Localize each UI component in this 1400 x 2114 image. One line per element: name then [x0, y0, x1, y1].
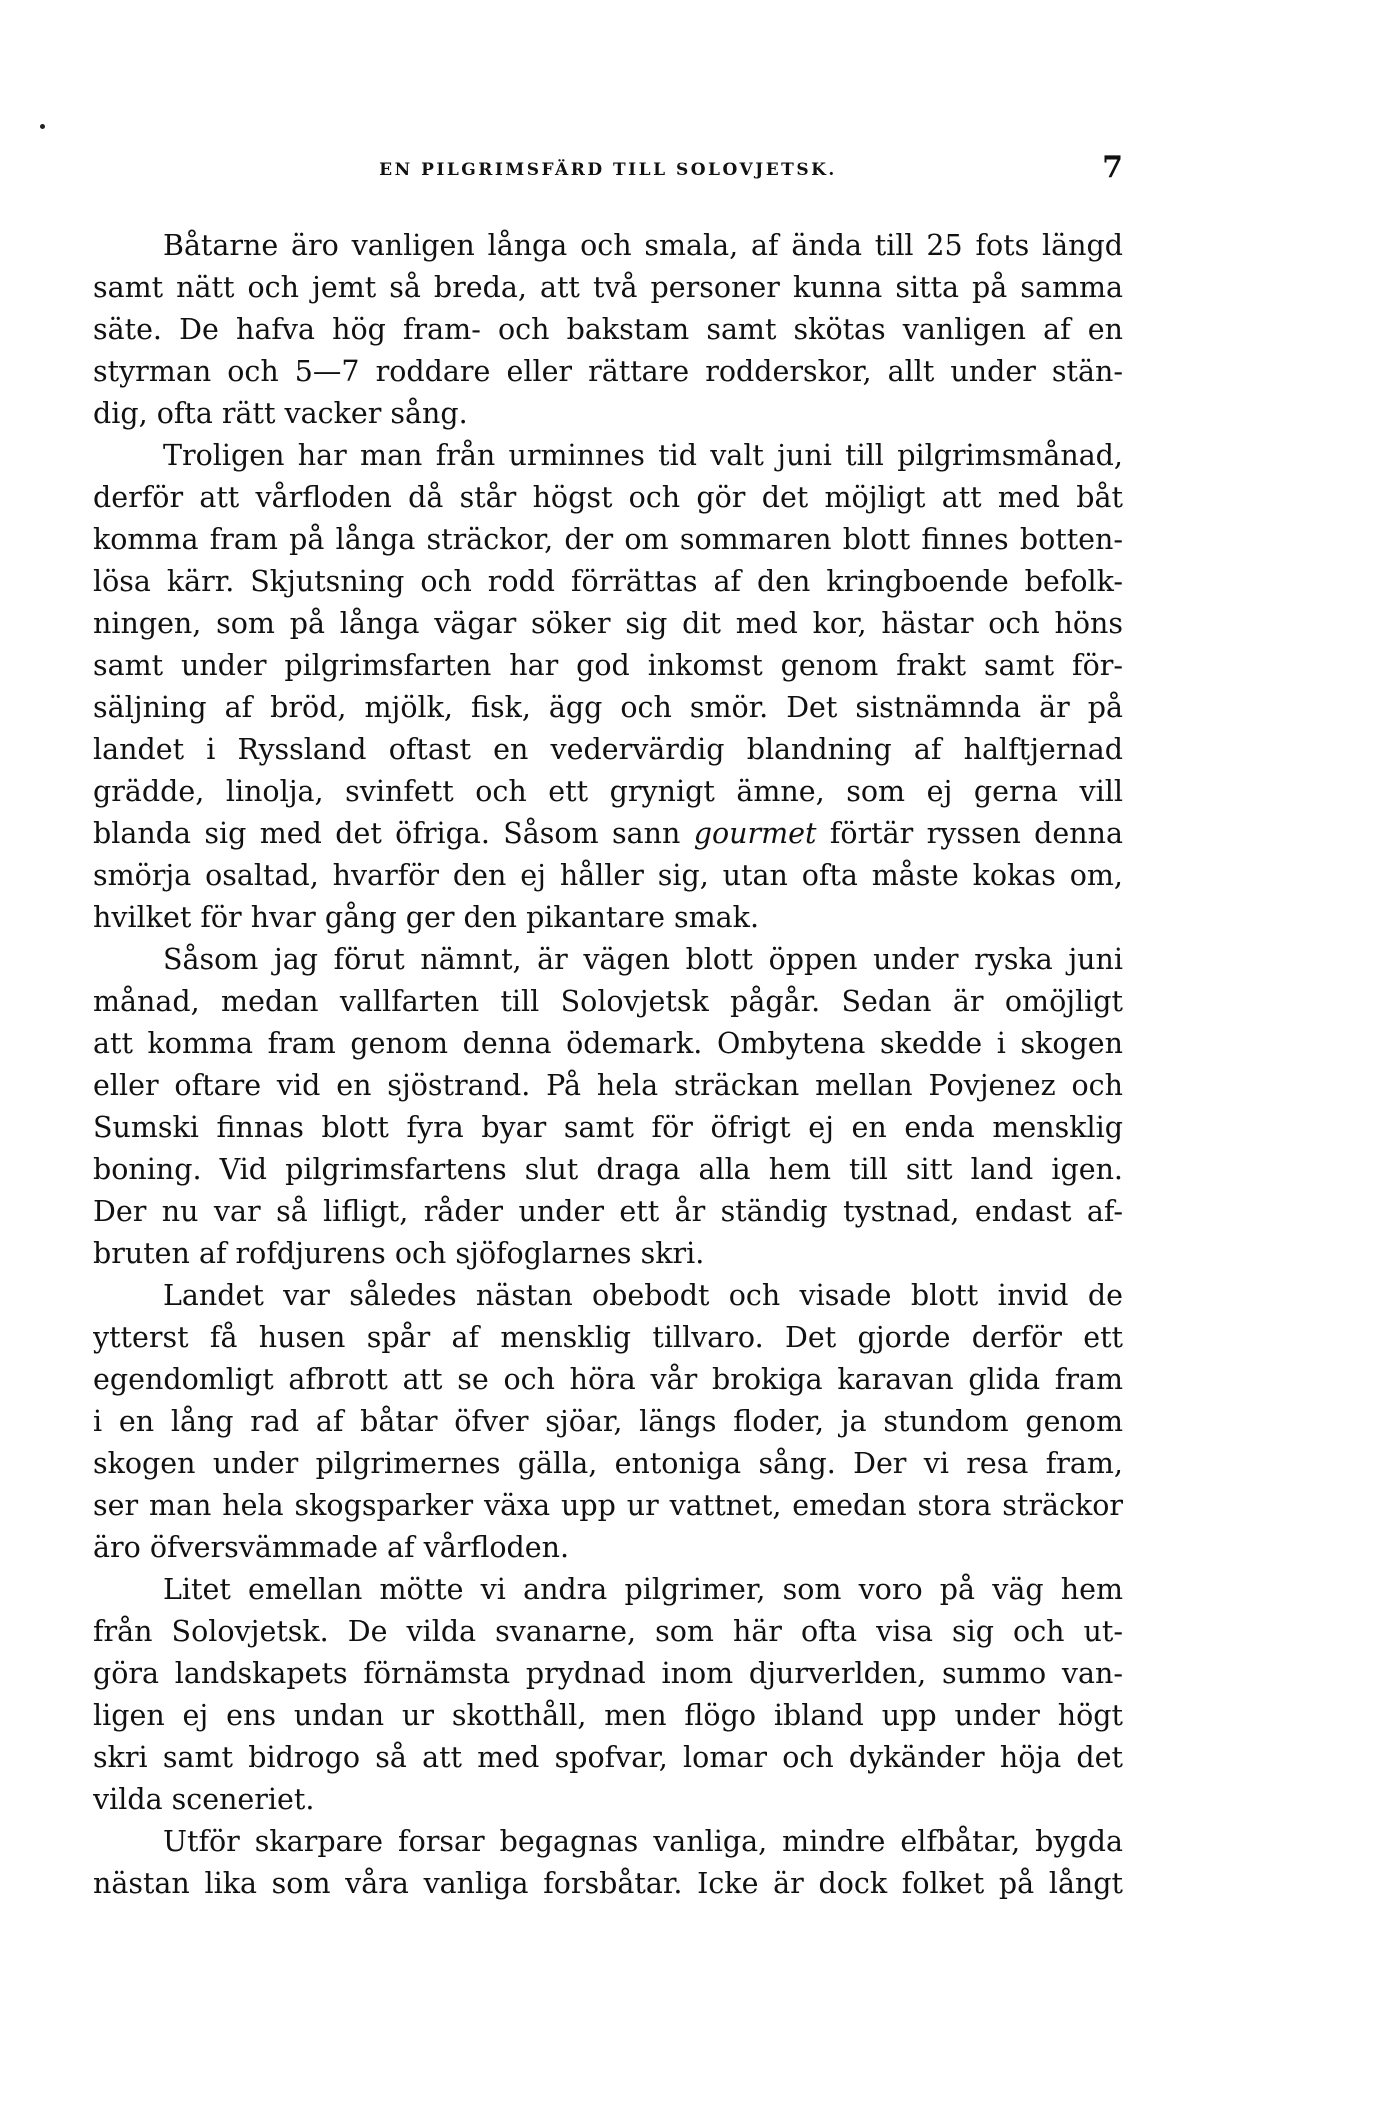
- paragraph: [93, 225, 1123, 435]
- text-line: Såsom jag förut nämnt, är vägen blott öppen under ryska juni: [163, 943, 1123, 976]
- paragraph: [93, 1275, 1123, 1569]
- text-line: säljning af bröd, mjölk, fisk, ägg och smör. Det sistnämnda är på: [93, 691, 1123, 724]
- paragraph: [93, 1569, 1123, 1821]
- text-line: eller oftare vid en sjöstrand. På hela sträckan mellan Povjenez och: [93, 1069, 1123, 1102]
- text-line: ser man hela skogsparker växa upp ur vattnet, emedan stora sträckor: [93, 1489, 1123, 1522]
- text-line: att komma fram genom denna ödemark. Ombytena skedde i skogen: [93, 1027, 1123, 1060]
- text-line: hvilket för hvar gång ger den pikantare smak.: [93, 901, 760, 934]
- text-line: dig, ofta rätt vacker sång.: [93, 397, 468, 430]
- text-line: göra landskapets förnämsta prydnad inom djurverlden, summo van-: [93, 1657, 1123, 1690]
- paragraph: [93, 939, 1123, 1275]
- text-line: boning. Vid pilgrimsfartens slut draga alla hem till sitt land igen.: [93, 1153, 1123, 1186]
- stray-ink-mark: [40, 124, 45, 129]
- text-line: ligen ej ens undan ur skotthåll, men flögo ibland upp under högt: [93, 1699, 1123, 1732]
- text-line: Sumski finnas blott fyra byar samt för öfrigt ej en enda mensklig: [93, 1111, 1123, 1144]
- text-line: samt under pilgrimsfarten har god inkomst genom frakt samt för-: [93, 649, 1123, 682]
- text-line: smörja osaltad, hvarför den ej håller sig, utan ofta måste kokas om,: [93, 859, 1123, 892]
- text-line: vilda sceneriet.: [93, 1783, 315, 1816]
- text-line: derför att vårfloden då står högst och gör det möjligt att med båt: [93, 481, 1123, 514]
- text-line: skri samt bidrogo så att med spofvar, lomar och dykänder höja det: [93, 1741, 1123, 1774]
- text-line: komma fram på långa sträckor, der om sommaren blott finnes botten-: [93, 523, 1123, 556]
- text-line: ningen, som på långa vägar söker sig dit med kor, hästar och höns: [93, 607, 1123, 640]
- text-line: månad, medan vallfarten till Solovjetsk pågår. Sedan är omöjligt: [93, 985, 1123, 1018]
- text-line: Utför skarpare forsar begagnas vanliga, mindre elfbåtar, bygda: [163, 1825, 1123, 1858]
- text-line: bruten af rofdjurens och sjöfoglarnes skri.: [93, 1237, 705, 1270]
- text-line: säte. De hafva hög fram- och bakstam samt skötas vanligen af en: [93, 313, 1123, 346]
- page-header: [93, 150, 1123, 200]
- running-head: EN PILGRIMSFÄRD TILL SOLOVJETSK.: [379, 160, 837, 180]
- text-line: Landet var således nästan obebodt och visade blott invid de: [163, 1279, 1123, 1312]
- text-line: styrman och 5—7 roddare eller rättare rodderskor, allt under stän-: [93, 355, 1123, 388]
- text-line: Troligen har man från urminnes tid valt juni till pilgrimsmånad,: [163, 439, 1123, 472]
- text-line: ytterst få husen spår af mensklig tillvaro. Det gjorde derför ett: [93, 1321, 1123, 1354]
- paragraph: [93, 435, 1123, 939]
- text-line: samt nätt och jemt så breda, att två personer kunna sitta på samma: [93, 271, 1123, 304]
- text-line: Der nu var så lifligt, råder under ett år ständig tystnad, endast af-: [93, 1195, 1123, 1228]
- text-line: Litet emellan mötte vi andra pilgrimer, som voro på väg hem: [163, 1573, 1123, 1606]
- text-line: egendomligt afbrott att se och höra vår brokiga karavan glida fram: [93, 1363, 1123, 1396]
- text-line: landet i Ryssland oftast en vedervärdig blandning af halftjernad: [93, 733, 1123, 766]
- text-line: i en lång rad af båtar öfver sjöar, längs floder, ja stundom genom: [93, 1405, 1123, 1438]
- paragraph: [93, 1821, 1123, 1905]
- text-line: skogen under pilgrimernes gälla, entoniga sång. Der vi resa fram,: [93, 1447, 1123, 1480]
- italic-word: gourmet: [693, 817, 817, 850]
- text-line: Båtarne äro vanligen långa och smala, af ända till 25 fots längd: [163, 229, 1123, 262]
- text-line: blanda sig med det öfriga. Såsom sann gourmet förtär ryssen denna: [93, 817, 1123, 850]
- text-line: äro öfversvämmade af vårfloden.: [93, 1531, 570, 1564]
- body-text: [93, 225, 1123, 1905]
- text-line: lösa kärr. Skjutsning och rodd förrättas af den kringboende befolk-: [93, 565, 1123, 598]
- text-line: nästan lika som våra vanliga forsbåtar. Icke är dock folket på långt: [93, 1867, 1123, 1900]
- page-number: 7: [1102, 150, 1123, 185]
- text-line: grädde, linolja, svinfett och ett grynigt ämne, som ej gerna vill: [93, 775, 1123, 808]
- text-line: från Solovjetsk. De vilda svanarne, som här ofta visa sig och ut-: [93, 1615, 1123, 1648]
